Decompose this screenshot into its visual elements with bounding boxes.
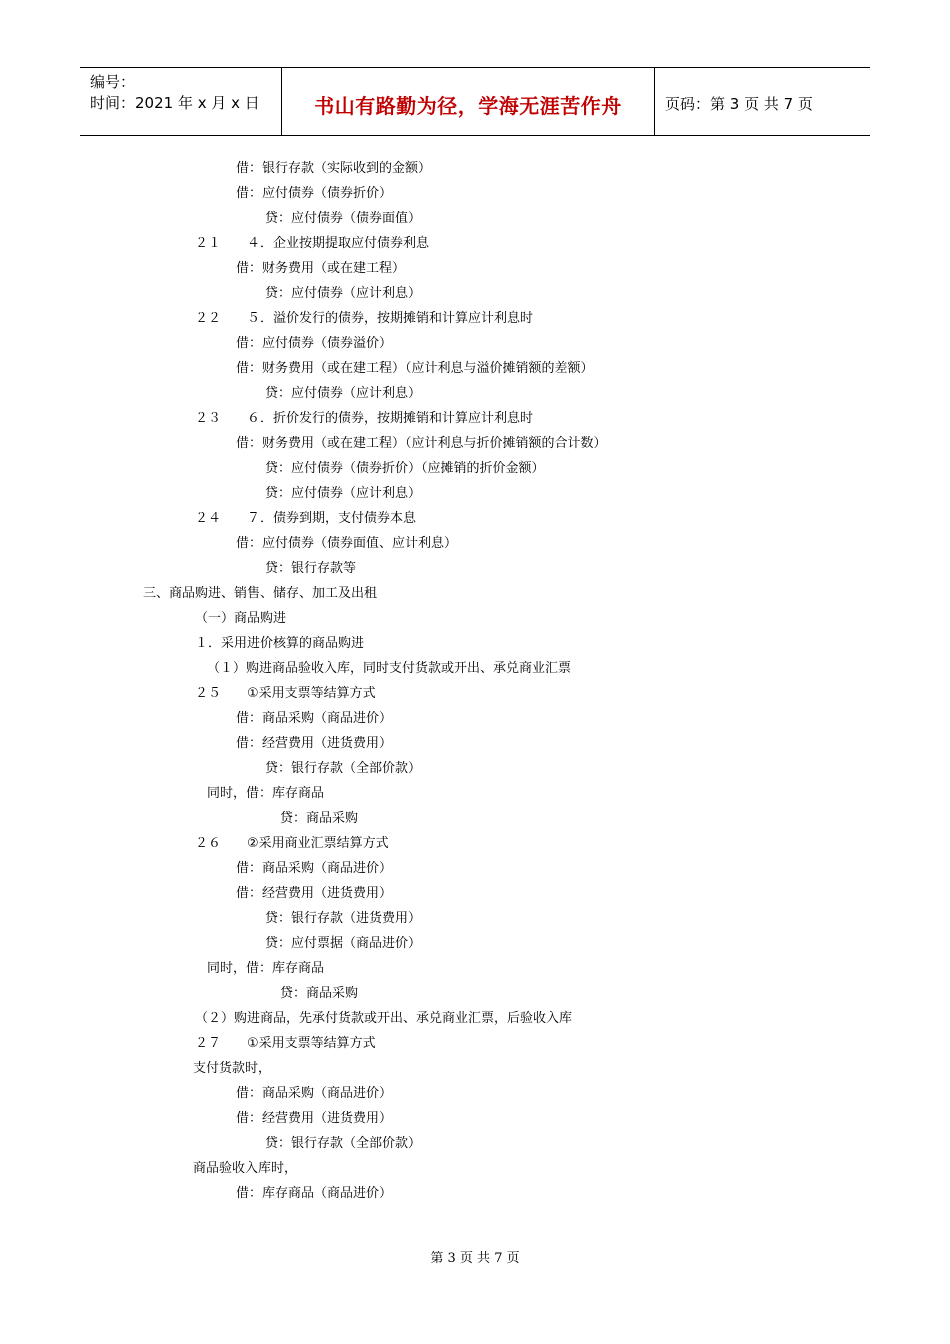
- header-motto: 书山有路勤为径，学海无涯苦作舟: [314, 94, 622, 118]
- text-line: 借：经营费用（进货费用）: [236, 736, 393, 751]
- text-line: ２４ ７．债券到期，支付债券本息: [195, 511, 417, 526]
- text-line: 借：财务费用（或在建工程）（应计利息与溢价摊销额的差额）: [236, 361, 594, 376]
- text-line: 贷：应付票据（商品进价）: [265, 936, 422, 951]
- text-line: 同时，借：库存商品: [207, 961, 325, 976]
- text-line: ２６ ②采用商业汇票结算方式: [195, 836, 389, 851]
- text-line: 贷：应付债券（债券折价）（应摊销的折价金额）: [265, 461, 545, 476]
- text-line: 贷：应付债券（应计利息）: [265, 386, 422, 401]
- text-line: ２２ ５．溢价发行的债券，按期摊销和计算应计利息时: [195, 311, 534, 326]
- header-divider-right: [654, 68, 655, 135]
- text-line: 借：应付债券（债券折价）: [236, 186, 393, 201]
- text-line: 借：商品采购（商品进价）: [236, 861, 393, 876]
- text-line: 借：经营费用（进货费用）: [236, 886, 393, 901]
- text-line: 借：库存商品（商品进价）: [236, 1186, 393, 1201]
- page-footer: 第 3 页 共 7 页: [430, 1251, 520, 1266]
- header-number-label: 编号：: [90, 73, 136, 91]
- text-line: 贷：银行存款（全部价款）: [265, 761, 422, 776]
- text-line: 贷：应付债券（应计利息）: [265, 286, 422, 301]
- text-line: ２７ ①采用支票等结算方式: [195, 1036, 376, 1051]
- text-line: ２３ ６．折价发行的债券，按期摊销和计算应计利息时: [195, 411, 534, 426]
- text-line: 商品验收入库时，: [193, 1161, 298, 1176]
- text-line: 贷：商品采购: [280, 811, 359, 826]
- text-line: 借：应付债券（债券溢价）: [236, 336, 393, 351]
- text-line: ２１ ４．企业按期提取应付债券利息: [195, 236, 430, 251]
- text-line: 贷：银行存款等: [265, 561, 357, 576]
- text-line: 贷：应付债券（债券面值）: [265, 211, 422, 226]
- text-line: 同时，借：库存商品: [207, 786, 325, 801]
- text-line: １．采用进价核算的商品购进: [195, 636, 365, 651]
- text-line: 借：银行存款（实际收到的金额）: [236, 161, 432, 176]
- text-line: 借：财务费用（或在建工程）: [236, 261, 406, 276]
- text-line: （１）购进商品验收入库，同时支付货款或开出、承兑商业汇票: [207, 661, 572, 676]
- text-line: 贷：商品采购: [280, 986, 359, 1001]
- text-line: （２）购进商品，先承付货款或开出、承兑商业汇票，后验收入库: [195, 1011, 573, 1026]
- text-line: 借：应付债券（债券面值、应计利息）: [236, 536, 458, 551]
- text-line: 贷：应付债券（应计利息）: [265, 486, 422, 501]
- text-line: 借：经营费用（进货费用）: [236, 1111, 393, 1126]
- subsection-heading: （一）商品购进: [195, 611, 287, 626]
- page-header: [80, 67, 870, 136]
- text-line: 贷：银行存款（进货费用）: [265, 911, 422, 926]
- text-line: 支付货款时，: [193, 1061, 272, 1076]
- text-line: 贷：银行存款（全部价款）: [265, 1136, 422, 1151]
- text-line: 借：财务费用（或在建工程）（应计利息与折价摊销额的合计数）: [236, 436, 607, 451]
- text-line: 借：商品采购（商品进价）: [236, 1086, 393, 1101]
- text-line: 借：商品采购（商品进价）: [236, 711, 393, 726]
- header-page-info: 页码：第 3 页 共 7 页: [665, 95, 813, 113]
- header-date-label: 时间：2021 年 x 月 x 日: [90, 94, 260, 112]
- header-meta: [90, 72, 260, 114]
- text-line: ２５ ①采用支票等结算方式: [195, 686, 376, 701]
- section-heading: 三、商品购进、销售、储存、加工及出租: [143, 586, 378, 601]
